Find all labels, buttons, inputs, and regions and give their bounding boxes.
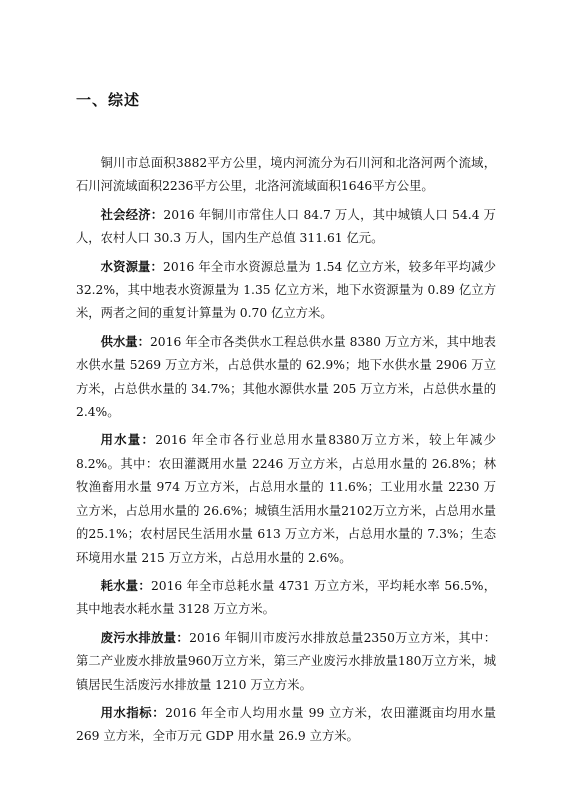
- paragraph-lead: 耗水量：: [100, 578, 151, 593]
- paragraph-social-economy: [76, 204, 496, 251]
- paragraph-text: 2016 年全市各类供水工程总供水量 8380 万立方米，其中地表水供水量 5269 万立方米，占总供水量的 62.9%；地下水供水量 2906 万立方米，占总供水量的 34.7%；其他水源供水量 205 万立方米，占总供水量的 2.4%。: [76, 334, 496, 420]
- paragraph-wastewater: [76, 627, 496, 697]
- paragraph-water-resources: [76, 256, 496, 326]
- paragraph-lead: 水资源量：: [100, 259, 164, 274]
- section-heading: 一、综述: [76, 91, 141, 109]
- paragraph-text: 2016 年铜川市废污水排放总量2350万立方米，其中：第二产业废水排放量960万立方米，第三产业废污水排放量180万立方米，城镇居民生活废污水排放量 1210 万立方米。: [76, 630, 496, 692]
- paragraph-water-consumption: [76, 575, 496, 622]
- paragraph-lead: 废污水排放量：: [100, 630, 190, 645]
- document-body: [76, 152, 496, 754]
- paragraph-lead: 用水量：: [100, 433, 156, 448]
- paragraph-text: 2016 年全市水资源总量为 1.54 亿立方米，较多年平均减少 32.2%，其中地表水资源量为 1.35 亿立方米，地下水资源量为 0.89 亿立方米，两者之间的重复计算量为 0.70 亿立方米。: [76, 259, 496, 321]
- paragraph-lead: 社会经济：: [100, 207, 164, 222]
- paragraph-overview: [76, 152, 496, 199]
- paragraph-water-indicators: [76, 702, 496, 749]
- paragraph-text: 2016 年全市人均用水量 99 立方米，农田灌溉亩均用水量 269 立方米，全市万元 GDP 用水量 26.9 立方米。: [76, 705, 496, 744]
- paragraph-lead: 用水指标：: [100, 705, 166, 720]
- paragraph-water-supply: [76, 331, 496, 425]
- paragraph-text: 铜川市总面积3882平方公里，境内河流分为石川河和北洛河两个流域，石川河流域面积2236平方公里，北洛河流域面积1646平方公里。: [76, 156, 496, 194]
- paragraph-lead: 供水量：: [100, 334, 150, 349]
- paragraph-text: 2016 年铜川市常住人口 84.7 万人，其中城镇人口 54.4 万人，农村人口 30.3 万人，国内生产总值 311.61 亿元。: [76, 207, 496, 246]
- paragraph-water-use: [76, 429, 496, 569]
- paragraph-text: 2016 年全市总耗水量 4731 万立方米，平均耗水率 56.5%，其中地表水耗水量 3128 万立方米。: [76, 578, 496, 617]
- paragraph-text: 2016 年全市各行业总用水量8380万立方米，较上年减少8.2%。其中：农田灌溉用水量 2246 万立方米，占总用水量的 26.8%；林牧渔畜用水量 974 万立方米，占总用水量的 11.6%；工业用水量 2230 万立方米，占总用水量的 26.6%；城镇生活用水量2102万立方米，占总用水量的25.1%；农村居民生活用水量 613 万立方米，占总用水量的 7.3%；生态环境用水量 215 万立方米，占总用水量的 2.6%。: [76, 433, 496, 565]
